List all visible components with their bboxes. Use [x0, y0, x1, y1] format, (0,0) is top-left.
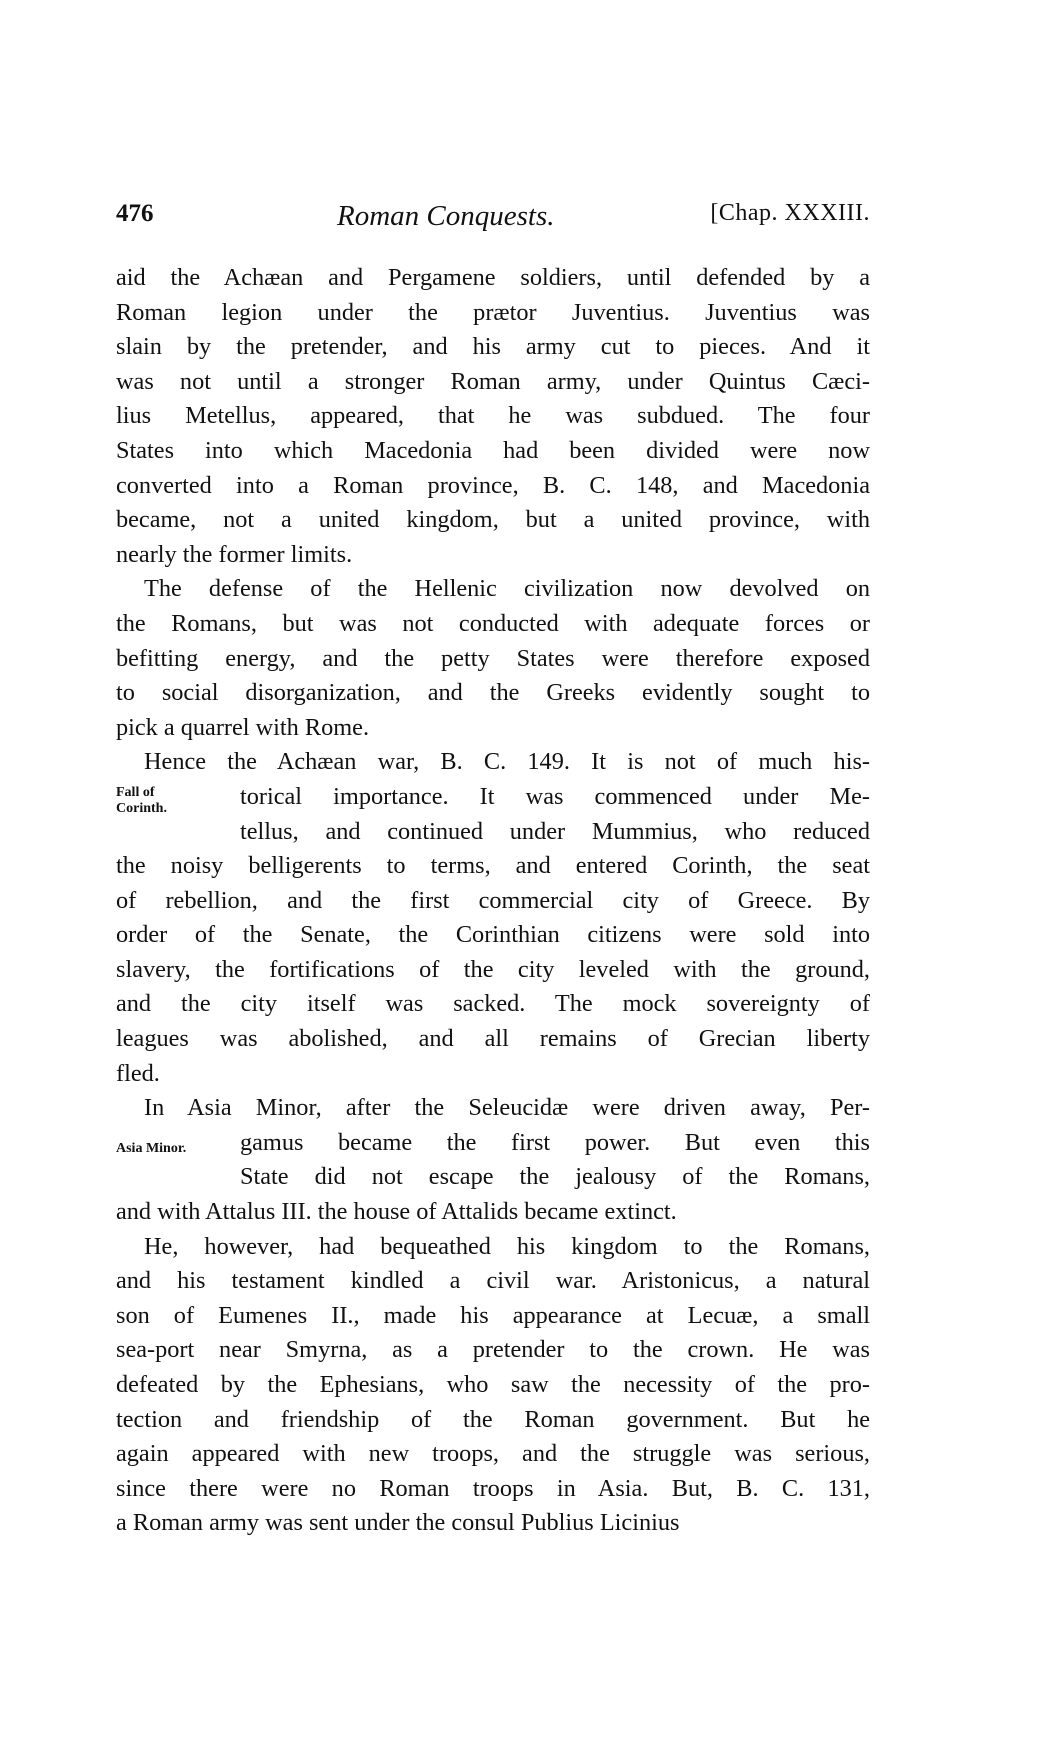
text-line: Roman legion under the prætor Juventius. Juventius was — [116, 298, 870, 326]
text-line: The defense of the Hellenic civilization now devolved on — [144, 575, 870, 603]
text-line: became, not a united kingdom, but a united province, with — [116, 506, 870, 534]
paragraph-1 — [116, 261, 870, 572]
text-line: since there were no Roman troops in Asia. But, B. C. 131, — [116, 1474, 870, 1502]
marginal-note-fall-of-corinth: Fall of Corinth. — [116, 785, 167, 817]
page-number: 476 — [116, 200, 154, 227]
text-line: order of the Senate, the Corinthian citizens were sold into — [116, 921, 870, 949]
paragraph-3 — [116, 745, 870, 1091]
text-line: tellus, and continued under Mummius, who reduced — [240, 817, 870, 845]
text-line: He, however, had bequeathed his kingdom to the Romans, — [144, 1232, 870, 1260]
text-line: to social disorganization, and the Greeks evidently sought to — [116, 679, 870, 707]
text-line: fled. — [116, 1059, 160, 1087]
marginal-note-asia-minor: Asia Minor. — [116, 1141, 187, 1157]
text-line: a Roman army was sent under the consul Publius Licinius — [116, 1509, 680, 1537]
paragraph-4 — [116, 1091, 870, 1229]
text-line: was not until a stronger Roman army, under Quintus Cæci- — [116, 367, 870, 395]
text-line: befitting energy, and the petty States were therefore exposed — [116, 644, 870, 672]
text-line: of rebellion, and the first commercial city of Greece. By — [116, 886, 870, 914]
text-line: lius Metellus, appeared, that he was subdued. The four — [116, 402, 870, 430]
text-line: and his testament kindled a civil war. Aristonicus, a natural — [116, 1267, 870, 1295]
text-line: aid the Achæan and Pergamene soldiers, until defended by a — [116, 264, 870, 291]
text-line: again appeared with new troops, and the struggle was serious, — [116, 1440, 870, 1468]
text-line: leagues was abolished, and all remains of Grecian liberty — [116, 1025, 870, 1053]
chapter-reference: [Chap. XXXIII. — [710, 200, 870, 226]
text-line: and with Attalus III. the house of Attalids became extinct. — [116, 1198, 677, 1226]
text-line: the noisy belligerents to terms, and entered Corinth, the seat — [116, 852, 870, 880]
text-line: Hence the Achæan war, B. C. 149. It is not of much his- — [144, 748, 870, 776]
text-line: son of Eumenes II., made his appearance at Lecuæ, a small — [116, 1301, 870, 1329]
running-title: Roman Conquests. — [337, 200, 555, 232]
text-line: pick a quarrel with Rome. — [116, 713, 370, 741]
text-line: defeated by the Ephesians, who saw the necessity of the pro- — [116, 1371, 870, 1398]
text-line: slain by the pretender, and his army cut to pieces. And it — [116, 333, 870, 361]
text-line: converted into a Roman province, B. C. 148, and Macedonia — [116, 471, 870, 499]
page-header — [116, 200, 870, 240]
text-line: the Romans, but was not conducted with adequate forces or — [116, 609, 870, 637]
text-line: sea-port near Smyrna, as a pretender to the crown. He was — [116, 1336, 870, 1364]
text-line: torical importance. It was commenced under Me- — [240, 782, 870, 810]
paragraph-5 — [116, 1230, 870, 1541]
text-line: States into which Macedonia had been divided were now — [116, 436, 870, 464]
text-line: State did not escape the jealousy of the Romans, — [240, 1163, 870, 1191]
paragraph-2 — [116, 572, 870, 745]
text-line: In Asia Minor, after the Seleucidæ were driven away, Per- — [144, 1094, 870, 1122]
text-line: and the city itself was sacked. The mock sovereignty of — [116, 990, 870, 1018]
text-line: gamus became the first power. But even this — [240, 1128, 870, 1156]
page-body — [116, 261, 870, 1541]
text-line: slavery, the fortifications of the city leveled with the ground, — [116, 955, 870, 983]
text-line: tection and friendship of the Roman government. But he — [116, 1405, 870, 1433]
text-line: nearly the former limits. — [116, 540, 353, 568]
